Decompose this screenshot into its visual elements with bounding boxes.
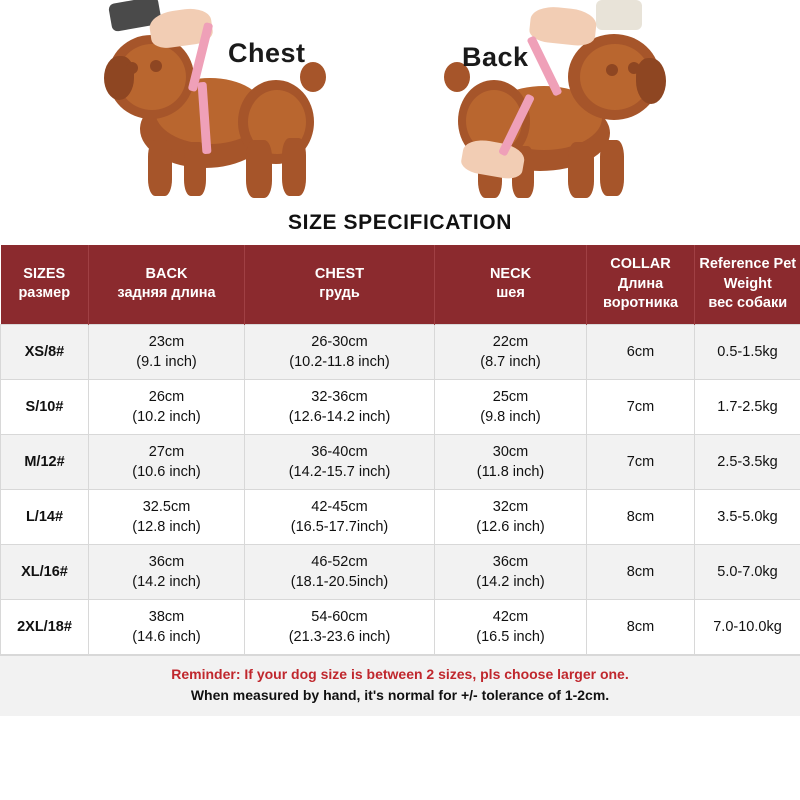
cell-back: 27cm (10.6 inch) <box>89 434 245 489</box>
cell-size: S/10# <box>1 379 89 434</box>
hand <box>528 5 597 48</box>
cell-neck: 30cm (11.8 inch) <box>435 434 587 489</box>
tolerance-text: When measured by hand, it's normal for +/- tolerance of 1-2cm. <box>190 686 610 703</box>
cell-chest: 42-45cm (16.5-17.7inch) <box>245 489 435 544</box>
table-row <box>1 599 800 654</box>
cell-neck: 32cm (12.6 inch) <box>435 489 587 544</box>
cell-size: 2XL/18# <box>1 599 89 654</box>
cell-size: L/14# <box>1 489 89 544</box>
column-header-neck: NECK шея <box>435 245 587 324</box>
cell-weight: 1.7-2.5kg <box>695 379 800 434</box>
cell-chest: 32-36cm (12.6-14.2 inch) <box>245 379 435 434</box>
cell-size: M/12# <box>1 434 89 489</box>
cell-chest: 36-40cm (14.2-15.7 inch) <box>245 434 435 489</box>
cell-weight: 3.5-5.0kg <box>695 489 800 544</box>
cell-weight: 7.0-10.0kg <box>695 599 800 654</box>
column-header-sizes: SIZES размер <box>1 245 89 324</box>
photo-strip <box>0 0 800 205</box>
cell-size: XL/16# <box>1 544 89 599</box>
sleeve <box>596 0 642 30</box>
column-header-back: BACK задняя длина <box>89 245 245 324</box>
back-label: Back <box>462 42 529 72</box>
back-measurement-photo <box>400 0 800 205</box>
cell-collar: 7cm <box>587 379 695 434</box>
cell-size: XS/8# <box>1 324 89 379</box>
page-title: SIZE SPECIFICATION <box>288 211 512 234</box>
cell-back: 32.5cm (12.8 inch) <box>89 489 245 544</box>
cell-collar: 8cm <box>587 599 695 654</box>
reminder-text: Reminder: If your dog size is between 2 sizes, pls choose larger one. <box>171 665 629 682</box>
cell-weight: 5.0-7.0kg <box>695 544 800 599</box>
column-header-weight: Reference Pet Weight вес собаки <box>695 245 800 324</box>
cell-collar: 7cm <box>587 434 695 489</box>
table-row <box>1 544 800 599</box>
table-row <box>1 434 800 489</box>
column-header-collar: COLLAR Длина воротника <box>587 245 695 324</box>
chest-label: Chest <box>228 38 306 68</box>
cell-weight: 2.5-3.5kg <box>695 434 800 489</box>
size-specification-table <box>0 245 800 655</box>
cell-collar: 8cm <box>587 489 695 544</box>
column-header-chest: CHEST грудь <box>245 245 435 324</box>
cell-neck: 25cm (9.8 inch) <box>435 379 587 434</box>
footer-note <box>0 655 800 716</box>
cell-collar: 8cm <box>587 544 695 599</box>
table-header-row <box>1 245 800 324</box>
cell-weight: 0.5-1.5kg <box>695 324 800 379</box>
cell-chest: 46-52cm (18.1-20.5inch) <box>245 544 435 599</box>
table-row <box>1 324 800 379</box>
table-row <box>1 489 800 544</box>
cell-neck: 36cm (14.2 inch) <box>435 544 587 599</box>
cell-neck: 42cm (16.5 inch) <box>435 599 587 654</box>
table-row <box>1 379 800 434</box>
cell-back: 26cm (10.2 inch) <box>89 379 245 434</box>
cell-chest: 26-30cm (10.2-11.8 inch) <box>245 324 435 379</box>
cell-back: 38cm (14.6 inch) <box>89 599 245 654</box>
cell-collar: 6cm <box>587 324 695 379</box>
cell-chest: 54-60cm (21.3-23.6 inch) <box>245 599 435 654</box>
chest-measurement-photo <box>0 0 400 205</box>
cell-back: 23cm (9.1 inch) <box>89 324 245 379</box>
cell-neck: 22cm (8.7 inch) <box>435 324 587 379</box>
cell-back: 36cm (14.2 inch) <box>89 544 245 599</box>
